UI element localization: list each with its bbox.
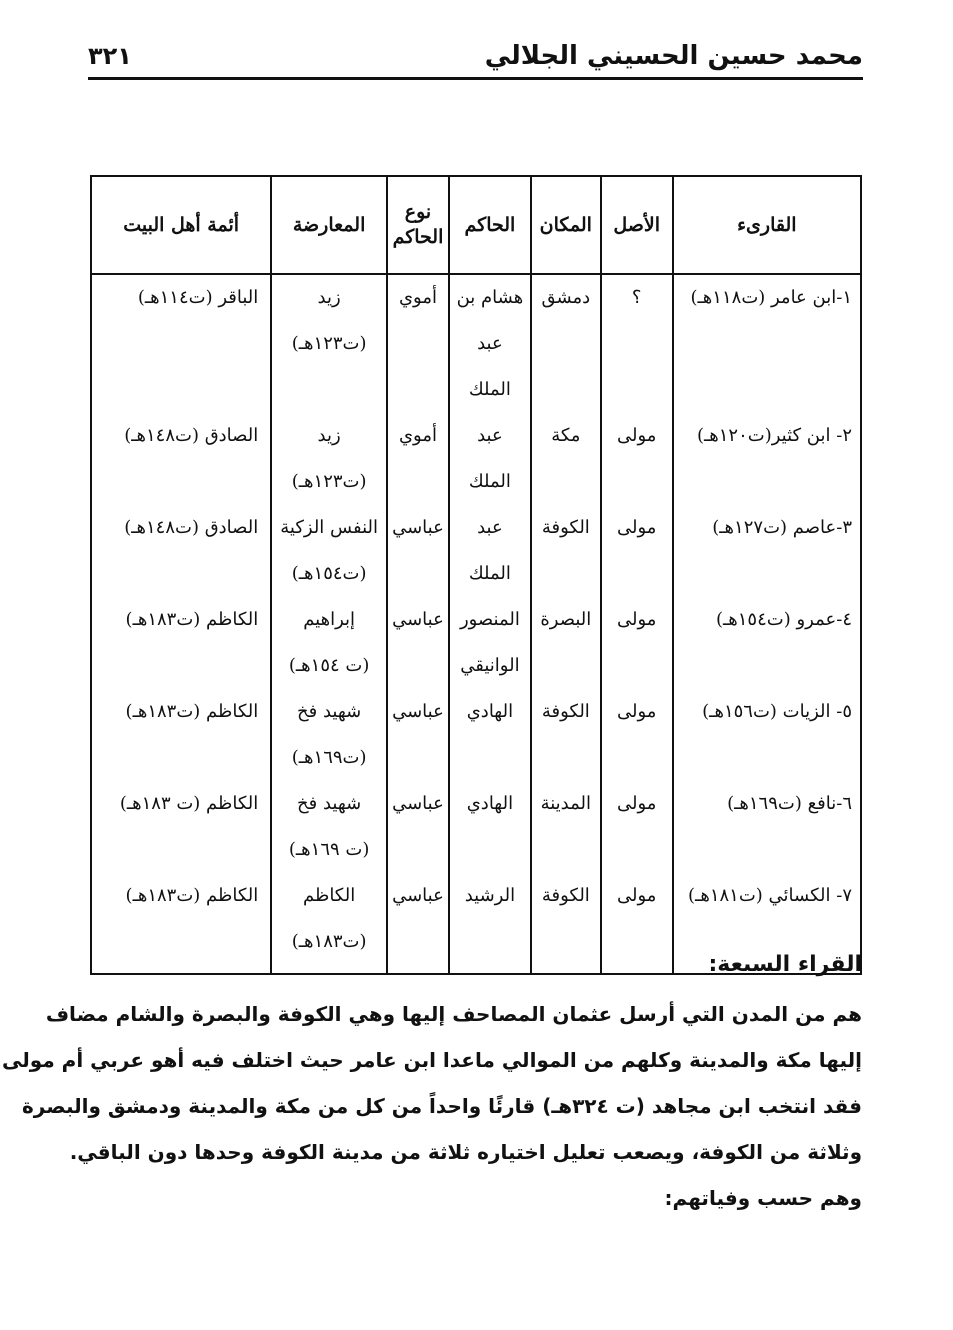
ruler-line: هشام بن — [456, 287, 524, 308]
cell-opposition — [271, 597, 387, 689]
cell-origin: ؟ — [601, 274, 673, 413]
page-number: ٣٢١ — [88, 42, 132, 70]
cell-place: الكوفة — [531, 873, 601, 974]
cell-place: الكوفة — [531, 689, 601, 781]
ruler-line: عبد الملك — [468, 425, 511, 492]
cell-imam: الصادق (ت١٤٨هـ) — [91, 505, 271, 597]
ruler-line: الوانيقي — [460, 655, 520, 676]
opposition-date: (ت١٢٣هـ) — [291, 471, 367, 492]
header-ruler-type: نوع الحاكم — [387, 176, 449, 274]
ruler-line: الهادي — [466, 793, 514, 814]
ruler-line: المنصور — [459, 609, 520, 630]
cell-ruler-type: عباسي — [387, 873, 449, 974]
cell-ruler-type: أموي — [387, 274, 449, 413]
cell-ruler — [449, 505, 531, 597]
header-imams: أئمة أهل البيت — [91, 176, 271, 274]
cell-ruler-type: عباسي — [387, 689, 449, 781]
ruler-line: الرشيد — [464, 885, 516, 906]
opposition-name: إبراهيم — [303, 609, 356, 630]
opposition-name: الكاظم — [303, 885, 356, 906]
opposition-name: شهيد فخ — [297, 701, 362, 722]
paragraph-line: فقد انتخب ابن مجاهد (ت ٣٢٤هـ) قارئًا واحداً من كل من مكة والمدينة ودمشق والبصرة — [21, 1094, 862, 1118]
cell-reader: ٦-نافع (ت١٦٩هـ) — [673, 781, 861, 873]
cell-place: البصرة — [531, 597, 601, 689]
opposition-date: (ت١٢٣هـ) — [291, 333, 367, 354]
cell-opposition — [271, 274, 387, 413]
opposition-date: (ت ١٦٩هـ) — [288, 839, 370, 860]
seven-readers-section — [2, 952, 862, 1221]
header-origin: الأصل — [601, 176, 673, 274]
paragraph-line: إليها مكة والمدينة وكلهم من الموالي ماعدا ابن عامر حيث اختلف فيه أهو عربي أم مولى — [2, 1048, 862, 1072]
ruler-line: عبد الملك — [468, 517, 511, 584]
header-opposition: المعارضة — [271, 176, 387, 274]
cell-place: المدينة — [531, 781, 601, 873]
section-title: القراء السبعة: — [708, 952, 862, 977]
table-row — [91, 689, 861, 781]
cell-place: الكوفة — [531, 505, 601, 597]
cell-origin: مولى — [601, 781, 673, 873]
cell-opposition — [271, 505, 387, 597]
cell-opposition — [271, 413, 387, 505]
cell-place: دمشق — [531, 274, 601, 413]
cell-opposition — [271, 689, 387, 781]
ruler-line: عبد الملك — [468, 333, 511, 400]
cell-imam: الكاظم (ت ١٨٣هـ) — [91, 781, 271, 873]
cell-reader: ٢- ابن كثير(ت١٢٠هـ) — [673, 413, 861, 505]
cell-ruler-type: عباسي — [387, 597, 449, 689]
cell-reader: ١-ابن عامر (ت١١٨هـ) — [673, 274, 861, 413]
author-name: محمد حسين الحسيني الجلالي — [484, 41, 863, 71]
cell-ruler — [449, 781, 531, 873]
readers-table — [90, 175, 862, 975]
cell-ruler-type: عباسي — [387, 781, 449, 873]
table-header-row — [91, 176, 861, 274]
cell-imam: الكاظم (ت١٨٣هـ) — [91, 597, 271, 689]
header-reader: القارىء — [673, 176, 861, 274]
paragraph-line: وهم حسب وفياتهم: — [664, 1186, 862, 1210]
cell-origin: مولى — [601, 505, 673, 597]
cell-opposition — [271, 781, 387, 873]
cell-ruler — [449, 597, 531, 689]
cell-reader: ٤-عمرو (ت١٥٤هـ) — [673, 597, 861, 689]
header-rule — [88, 77, 863, 80]
cell-place: مكة — [531, 413, 601, 505]
opposition-date: (ت ١٥٤هـ) — [288, 655, 370, 676]
table-row — [91, 505, 861, 597]
header-place: المكان — [531, 176, 601, 274]
table-row — [91, 781, 861, 873]
cell-imam: الصادق (ت١٤٨هـ) — [91, 413, 271, 505]
cell-ruler — [449, 689, 531, 781]
paragraph-line: وثلاثة من الكوفة، ويصعب تعليل اختياره ثلاثة من مدينة الكوفة وحدها دون الباقي. — [69, 1140, 862, 1164]
opposition-name: النفس الزكية — [280, 517, 378, 538]
header-ruler: الحاكم — [449, 176, 531, 274]
cell-reader: ٧- الكسائي (ت١٨١هـ) — [673, 873, 861, 974]
table-row — [91, 274, 861, 413]
table-row — [91, 413, 861, 505]
opposition-date: (ت١٦٩هـ) — [291, 747, 367, 768]
running-head — [88, 36, 863, 76]
cell-imam: الباقر (ت١١٤هـ) — [91, 274, 271, 413]
cell-reader: ٣-عاصم (ت١٢٧هـ) — [673, 505, 861, 597]
opposition-date: (ت١٥٤هـ) — [291, 563, 367, 584]
opposition-name: زيد — [317, 425, 341, 446]
cell-origin: مولى — [601, 413, 673, 505]
cell-imam: الكاظم (ت١٨٣هـ) — [91, 873, 271, 974]
cell-ruler — [449, 413, 531, 505]
table-row — [91, 597, 861, 689]
paragraph-line: هم من المدن التي أرسل عثمان المصاحف إليها وهي الكوفة والبصرة والشام مضاف — [45, 1002, 862, 1026]
opposition-name: زيد — [317, 287, 341, 308]
ruler-line: الهادي — [466, 701, 514, 722]
cell-imam: الكاظم (ت١٨٣هـ) — [91, 689, 271, 781]
body-paragraph — [2, 991, 862, 1221]
opposition-name: شهيد فخ — [297, 793, 362, 814]
cell-origin: مولى — [601, 873, 673, 974]
cell-origin: مولى — [601, 597, 673, 689]
cell-ruler-type: أموي — [387, 413, 449, 505]
opposition-date: (ت١٨٣هـ) — [291, 931, 367, 952]
cell-ruler — [449, 274, 531, 413]
cell-reader: ٥- الزيات (ت١٥٦هـ) — [673, 689, 861, 781]
cell-ruler-type: عباسي — [387, 505, 449, 597]
cell-origin: مولى — [601, 689, 673, 781]
